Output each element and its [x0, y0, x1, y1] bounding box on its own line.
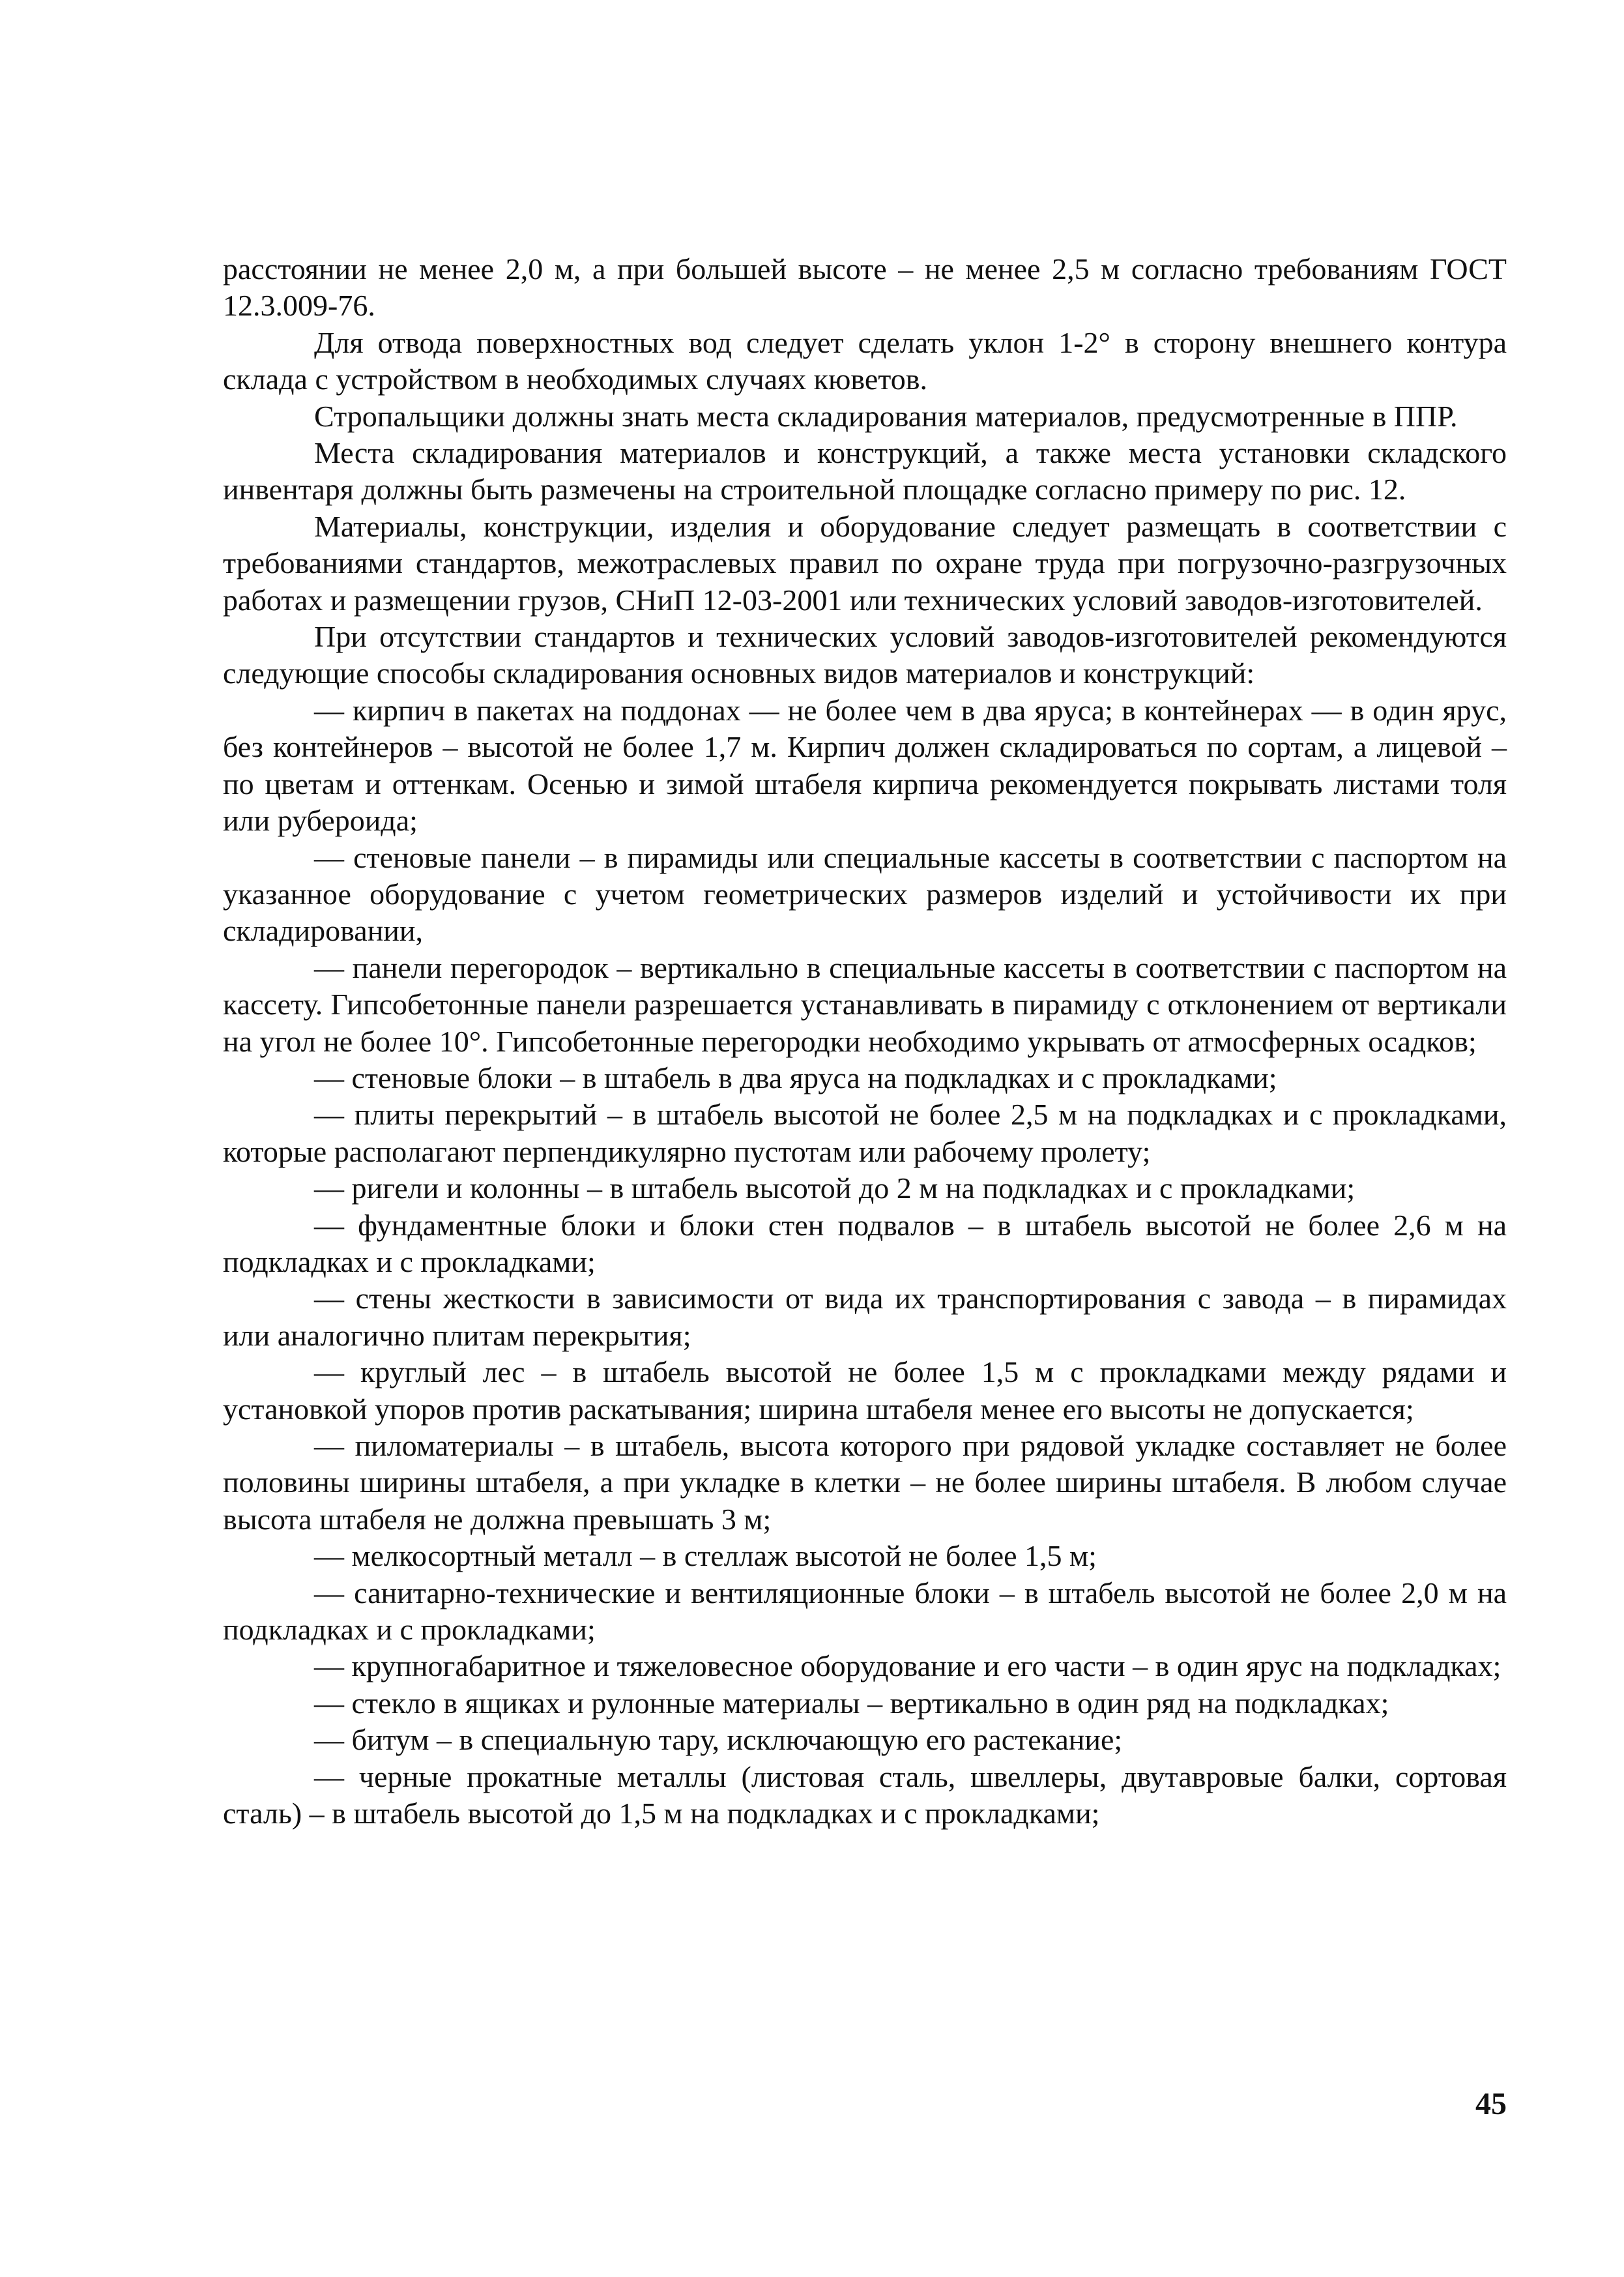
list-item-floor-slabs: — плиты перекрытий – в штабель высотой не более 2,5 м на подкладках и с прокладками, которые располагают перпендикулярно пустотам или рабочему пролету;	[223, 1098, 1507, 1168]
paragraph-3: Стропальщики должны знать места складирования материалов, предусмотренные в ППР.	[314, 399, 1458, 433]
list-item-foundation-blocks: — фундаментные блоки и блоки стен подвалов – в штабель высотой не более 2,6 м на подкладках и с прокладками;	[223, 1208, 1507, 1278]
list-item-bitumen: — битум – в специальную тару, исключающую его растекание;	[314, 1723, 1123, 1757]
paragraph-6: При отсутствии стандартов и технических условий заводов-изготовителей рекомендуются следующие способы складирования основных видов материалов и конструкций:	[223, 620, 1507, 690]
list-item-lumber: — пиломатериалы – в штабель, высота которого при рядовой укладке составляет не более половины ширины штабеля, а при укладке в клетки – не более ширины штабеля. В любом случае высота штабеля не должна превышать 3 м;	[223, 1429, 1507, 1536]
list-item-rolled-metals: — черные прокатные металлы (листовая сталь, швеллеры, двутавровые балки, сортовая сталь) – в штабель высотой до 1,5 м на подкладках и с прокладками;	[223, 1759, 1507, 1830]
paragraph-1: расстоянии не менее 2,0 м, а при большей высоте – не менее 2,5 м согласно требованиям ГОСТ 12.3.009-76.	[223, 252, 1507, 323]
list-item-small-metal: — мелкосортный металл – в стеллаж высотой не более 1,5 м;	[314, 1539, 1097, 1573]
page-number: 45	[1475, 2087, 1507, 2121]
list-item-heavy-equipment: — крупногабаритное и тяжеловесное оборудование и его части – в один ярус на подкладках;	[314, 1649, 1501, 1683]
list-item-glass-rolls: — стекло в ящиках и рулонные материалы – вертикально в один ряд на подкладках;	[314, 1686, 1389, 1720]
paragraph-2: Для отвода поверхностных вод следует сделать уклон 1-2° в сторону внешнего контура склада с устройством в необходимых случаях кюветов.	[223, 325, 1507, 396]
list-item-wall-panels: — стеновые панели – в пирамиды или специальные кассеты в соответствии с паспортом на указанное оборудование с учетом геометрических размеров изделий и устойчивости их при складировании,	[223, 840, 1507, 948]
list-item-round-timber: — круглый лес – в штабель высотой не более 1,5 м с прокладками между рядами и установкой упоров против раскатывания; ширина штабеля менее его высоты не допускается;	[223, 1355, 1507, 1426]
list-item-sanitary-blocks: — санитарно-технические и вентиляционные блоки – в штабель высотой не более 2,0 м на подкладках и с прокладками;	[223, 1576, 1507, 1647]
list-item-wall-blocks: — стеновые блоки – в штабель в два яруса на подкладках и с прокладками;	[314, 1061, 1277, 1094]
list-item-beams-columns: — ригели и колонны – в штабель высотой до 2 м на подкладках и с прокладками;	[314, 1171, 1356, 1205]
paragraph-4: Места складирования материалов и конструкций, а также места установки складского инвентаря должны быть размечены на строительной площадке согласно примеру по рис. 12.	[223, 436, 1507, 507]
list-item-partition-panels: — панели перегородок – вертикально в специальные кассеты в соответствии с паспортом на кассету. Гипсобетонные панели разрешается устанавливать в пирамиду с отклонением от вертикали на угол не более 10°. Гипсобетонные перегородки необходимо укрывать от атмосферных осадков;	[223, 950, 1507, 1058]
list-item-stiffening-walls: — стены жесткости в зависимости от вида их транспортирования с завода – в пирамидах или аналогично плитам перекрытия;	[223, 1282, 1507, 1352]
paragraph-5: Материалы, конструкции, изделия и оборудование следует размещать в соответствии с требованиями стандартов, межотраслевых правил по охране труда при погрузочно-разгрузочных работах и размещении грузов, СНиП 12-03-2001 или технических условий заводов-изготовителей.	[223, 509, 1507, 617]
body-text	[223, 251, 1507, 1832]
list-item-brick: — кирпич в пакетах на поддонах — не более чем в два яруса; в контейнерах — в один ярус, без контейнеров – высотой не более 1,7 м. Кирпич должен складироваться по сортам, а лицевой – по цветам и оттенкам. Осенью и зимой штабеля кирпича рекомендуется покрывать листами толя или рубероида;	[223, 693, 1507, 838]
